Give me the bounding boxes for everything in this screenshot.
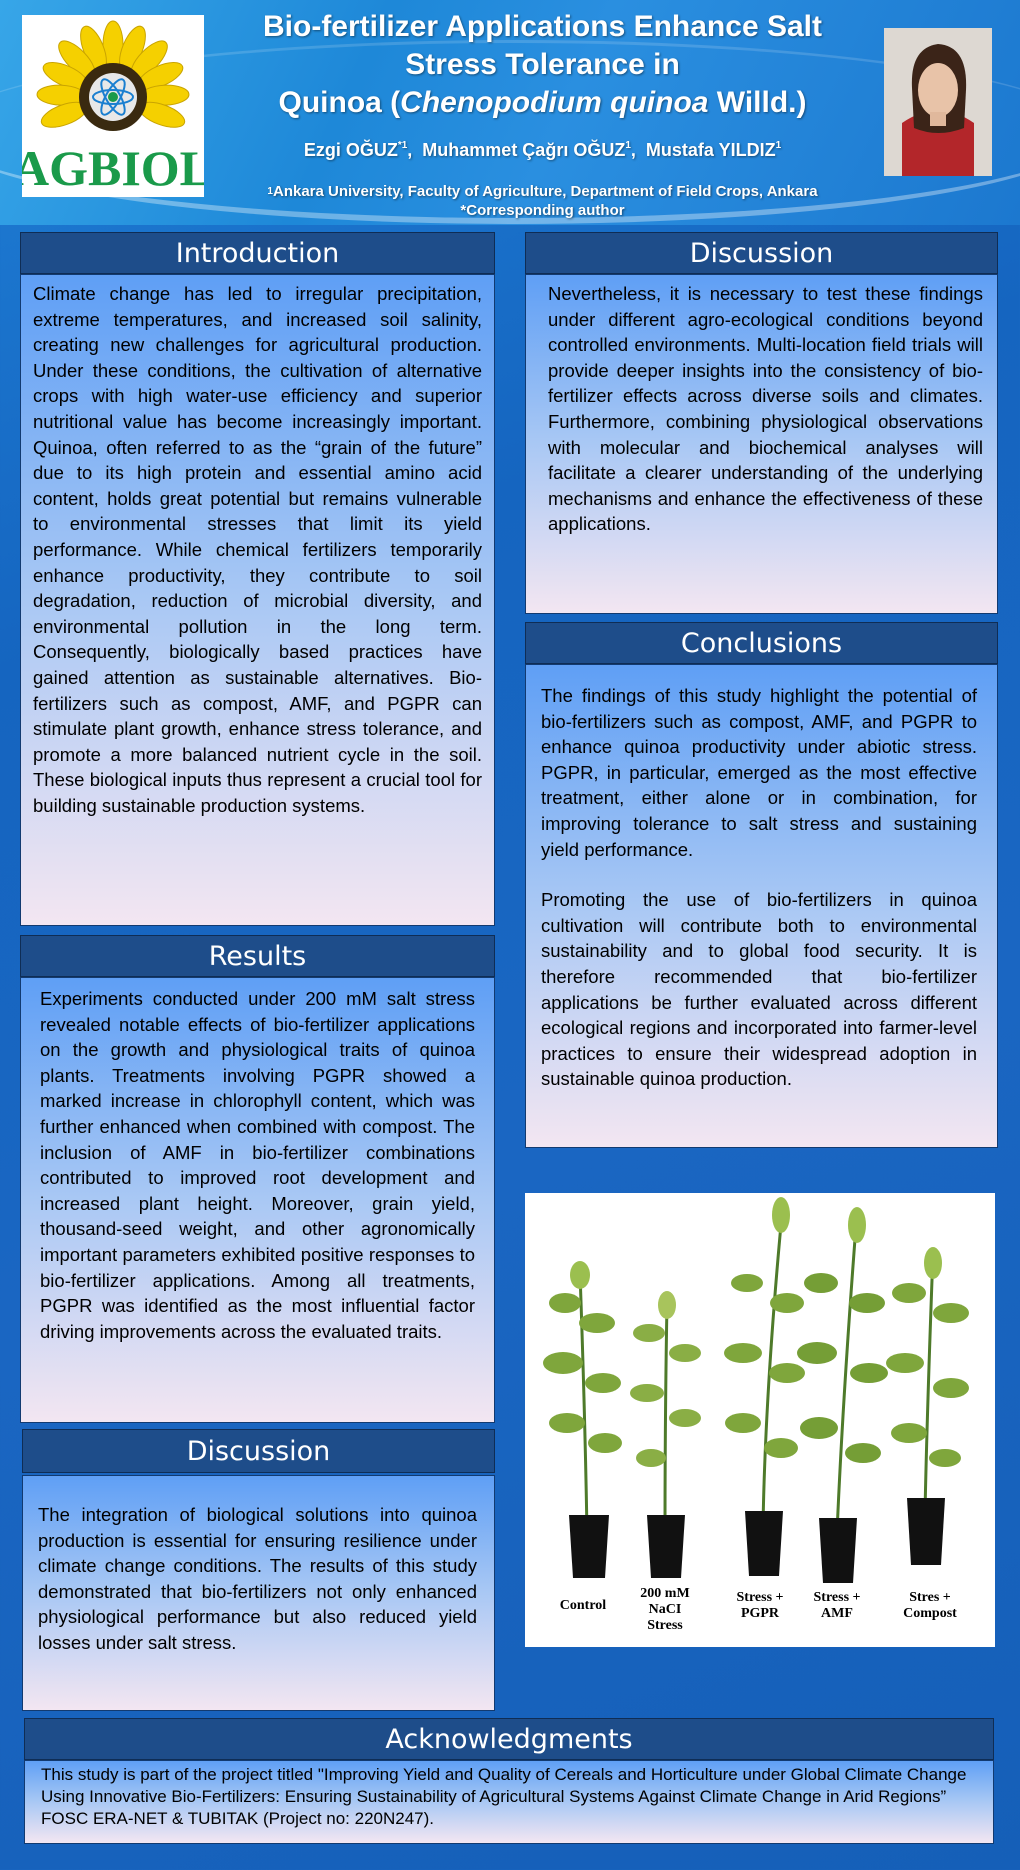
conclusions-heading: Conclusions	[525, 622, 998, 664]
conclusions-body	[525, 664, 998, 1148]
plant-pgpr	[724, 1197, 805, 1576]
logo-text: AGBIOL	[22, 140, 204, 196]
affiliation	[200, 182, 885, 220]
title-line-2: Stress Tolerance in	[405, 48, 680, 81]
title-line-3-suffix: Willd.)	[708, 86, 807, 119]
results-body	[20, 977, 495, 1423]
author-3: Mustafa YILDIZ$^1$	[645, 140, 782, 160]
portrait-image	[884, 28, 992, 176]
plants-image	[525, 1193, 995, 1647]
introduction-body	[20, 274, 495, 926]
author-1: Ezgi OĞUZ$^{*1}$	[303, 140, 408, 160]
discussion-right-text: Nevertheless, it is necessary to test these findings under different agro-ecological conditions beyond controlled environments. Multi-location field trials will provide deeper insights into the consistency of bio-fertilizer effects across diverse soils and climates. Furthermore, combining physiological observations with molecular and biochemical analyses will facilitate a clearer understanding of the underlying mechanisms and enhance the effectiveness of these applications.	[548, 283, 983, 535]
title-line-3	[220, 84, 865, 122]
acknowledgments-text: This study is part of the project titled "Improving Yield and Quality of Cereals and Horticulture under Global Climate Change Using Innovative Bio-Fertilizers: Ensuring Sustainability of Agricultural Systems Against Climate Change in Arid Regions” FOSC ERA-NET & TUBITAK (Project no: 220N247).	[41, 1765, 967, 1828]
author-2: Muhammet Çağrı OĞUZ$^1$	[422, 140, 631, 160]
label-compost: Stres + Compost	[903, 1590, 957, 1621]
poster-title	[220, 8, 865, 122]
plant-compost	[886, 1247, 969, 1565]
sunflower-logo-icon	[22, 15, 204, 197]
species-name: Chenopodium quinoa	[400, 86, 709, 119]
introduction-text: Climate change has led to irregular precipitation, extreme temperatures, and increased soil salinity, creating new challenges for agricultural production. Under these conditions, the cultivation of alternative crops with high water-use efficiency and superior nutritional value has become increasingly important. Quinoa, often referred to as the “grain of the future” due to its high protein and essential amino acid content, holds great potential but remains vulnerable to environmental stresses that limit its yield performance. While chemical fertilizers temporarily enhance productivity, they contribute to soil degradation, reduction of microbial diversity, and environmental pollution in the long term. Consequently, biologically based practices have gained attention as sustainable alternatives. Bio-fertilizers such as compost, AMF, and PGPR can stimulate plant growth, enhance stress tolerance, and promote a more balanced nutrient cycle in the soil. These biological inputs thus represent a crucial tool for building sustainable production systems.	[33, 283, 482, 816]
poster-header	[0, 0, 1020, 225]
introduction-heading: Introduction	[20, 232, 495, 274]
results-text: Experiments conducted under 200 mM salt stress revealed notable effects of bio-fertilizer applications on the growth and physiological traits of quinoa plants. Treatments involving PGPR showed a marked increase in chlorophyll content, which was further enhanced when combined with compost. The inclusion of AMF in bio-fertilizer combinations contributed to improved root development and increased plant height. Moreover, grain yield, thousand-seed weight, and other agronomically important parameters exhibited positive responses to bio-fertilizer applications. Among all treatments, PGPR was identified as the most influential factor driving improvements across the evaluated traits.	[40, 988, 475, 1342]
discussion-right-heading: Discussion	[525, 232, 998, 274]
discussion-right-body	[525, 274, 998, 614]
author-list: Ezgi OĞUZ$^{*1}$, Muhammet Çağrı OĞUZ$^1$, Mustafa YILDIZ$^1$	[303, 140, 782, 160]
acknowledgments-heading: Acknowledgments	[24, 1718, 994, 1760]
discussion-left-text: The integration of biological solutions into quinoa production is essential for ensuring resilience under climate change conditions. The results of this study demonstrated that bio-fertilizers not only enhanced physiological performance but also reduced yield losses under salt stress.	[38, 1504, 477, 1653]
conclusions-paragraph-2: Promoting the use of bio-fertilizers in quinoa cultivation will contribute both to environmental sustainability and to global food security. It is therefore recommended that bio-fertilizer applications be further evaluated across different ecological regions and incorporated into farmer-level practices to ensure their widespread adoption in sustainable quinoa production.	[541, 889, 977, 1090]
author-photo	[884, 28, 992, 176]
label-salt-stress: 200 mM NaCI Stress	[640, 1586, 690, 1633]
label-pgpr: Stress + PGPR	[736, 1590, 784, 1621]
title-line-1: Bio-fertilizer Applications Enhance Salt	[263, 10, 822, 43]
results-heading: Results	[20, 935, 495, 977]
affiliation-sup: 1	[267, 186, 273, 197]
corresponding-author: *Corresponding author	[460, 202, 625, 219]
acknowledgments-body	[24, 1760, 994, 1844]
label-control: Control	[559, 1598, 607, 1613]
agbiol-logo	[22, 15, 204, 197]
plant-control	[543, 1261, 622, 1578]
discussion-left-body	[22, 1475, 495, 1711]
discussion-left-heading: Discussion	[22, 1429, 495, 1473]
label-amf: Stress + AMF	[813, 1590, 861, 1621]
quinoa-plants-figure	[525, 1193, 995, 1647]
affiliation-text: Ankara University, Faculty of Agriculture, Department of Field Crops, Ankara	[272, 183, 818, 200]
plant-amf	[797, 1207, 888, 1583]
plant-salt-stress	[630, 1291, 701, 1578]
conclusions-paragraph-1: The findings of this study highlight the potential of bio-fertilizers such as compost, AMF, and PGPR to enhance quinoa productivity under abiotic stress. PGPR, in particular, emerged as the most effective treatment, either alone or in combination, for improving tolerance to salt stress and sustaining yield performance.	[541, 685, 977, 860]
title-line-3-prefix: Quinoa (	[278, 86, 401, 119]
